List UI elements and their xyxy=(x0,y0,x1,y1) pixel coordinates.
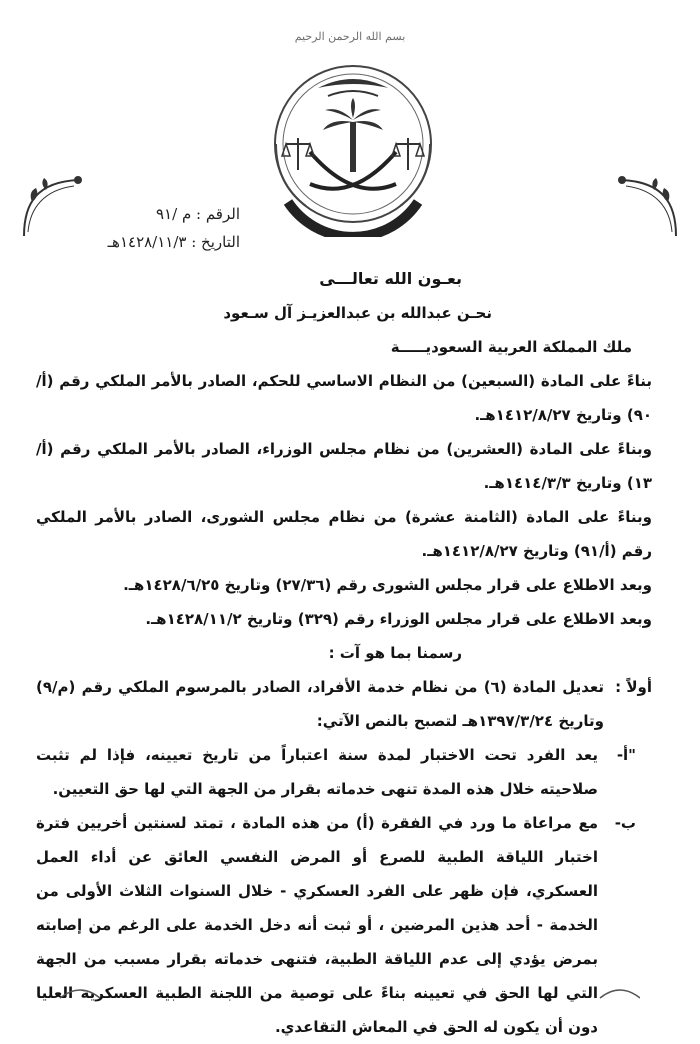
basmala: بسم الله الرحمن الرحيم xyxy=(294,30,406,43)
article-first-label: أولاً : xyxy=(615,678,652,696)
decree-phrase: رسمنا بما هو آت : xyxy=(328,644,462,662)
article-first-text: تعديل المادة (٦) من نظام خدمة الأفراد، الصادر بالمرسوم الملكي رقم (م/٩) وتاريخ ١٣٩٧/٣/٢٤هـ لتصبح بالنص الآتي: xyxy=(36,678,604,730)
reference-date: التاريخ : ١٤٢٨/١١/٣هـ xyxy=(107,233,240,251)
clause-b-label: ب- xyxy=(614,814,636,832)
article-first xyxy=(36,670,652,738)
recital-item: وبعد الاطلاع على قرار مجلس الشورى رقم (٢٧/٣٦) وتاريخ ١٤٢٨/٦/٢٥هـ. xyxy=(123,576,652,594)
saudi-emblem-icon xyxy=(258,52,448,237)
decree-body xyxy=(36,262,652,1044)
recital-item: وبناءً على المادة (العشرين) من نظام مجلس الوزراء، الصادر بالأمر الملكي رقم (أ/١٣) وتاريخ ١٤١٤/٣/٣هـ. xyxy=(36,440,652,492)
bottom-ornament-icon xyxy=(60,980,640,1000)
reference-number: الرقم : م /٩١ xyxy=(156,205,240,223)
clause-a-text: يعد الفرد تحت الاختبار لمدة سنة اعتباراً من تاريخ تعيينه، فإذا لم تثبت صلاحيته خلال هذه المدة تنهى خدماته بقرار من الجهة التي لها حق التعيين. xyxy=(36,746,598,798)
recital-item: وبناءً على المادة (الثامنة عشرة) من نظام مجلس الشورى، الصادر بالأمر الملكي رقم (أ/٩١) وتاريخ ١٤١٢/٨/٢٧هـ. xyxy=(36,508,652,560)
reference-block xyxy=(107,205,240,261)
clause-a-label: "أ- xyxy=(616,746,636,764)
clause-a xyxy=(36,738,652,806)
corner-ornament-right-icon xyxy=(612,172,682,242)
corner-ornament-left-icon xyxy=(18,172,88,242)
king-title: ملك المملكة العربية السعوديـــــة xyxy=(390,338,632,356)
king-name: نحـن عبدالله بن عبدالعزيـز آل سـعود xyxy=(223,304,492,322)
clause-b xyxy=(36,806,652,1044)
opening-line: بعـون الله تعالـــى xyxy=(319,269,462,288)
clause-b-text: مع مراعاة ما ورد في الفقرة (أ) من هذه المادة ، تمتد لسنتين أخريين فترة اختبار اللياقة الطبية للصرع أو المرض النفسي العائق عن أداء العمل العسكري، فإن ظهر على الفرد العسكري - خلال السنوات الثلاث الأولى من الخدمة - أحد هذين المرضين ، أو ثبت أنه دخل الخدمة على الرغم من إصابته بمرض يؤدي إلى عدم اللياقة الطبية، فتنهى خدماته بقرار مسبب من الجهة التي لها الحق في تعيينه بناءً على توصية من اللجنة الطبية العسكرية العليا دون أن يكون له الحق في المعاش التقاعدي. xyxy=(36,814,598,1036)
recital-item: بناءً على المادة (السبعين) من النظام الاساسي للحكم، الصادر بالأمر الملكي رقم (أ/٩٠) وتاريخ ١٤١٢/٨/٢٧هـ. xyxy=(36,372,652,424)
recital-item: وبعد الاطلاع على قرار مجلس الوزراء رقم (٣٢٩) وتاريخ ١٤٢٨/١١/٢هـ. xyxy=(145,610,652,628)
